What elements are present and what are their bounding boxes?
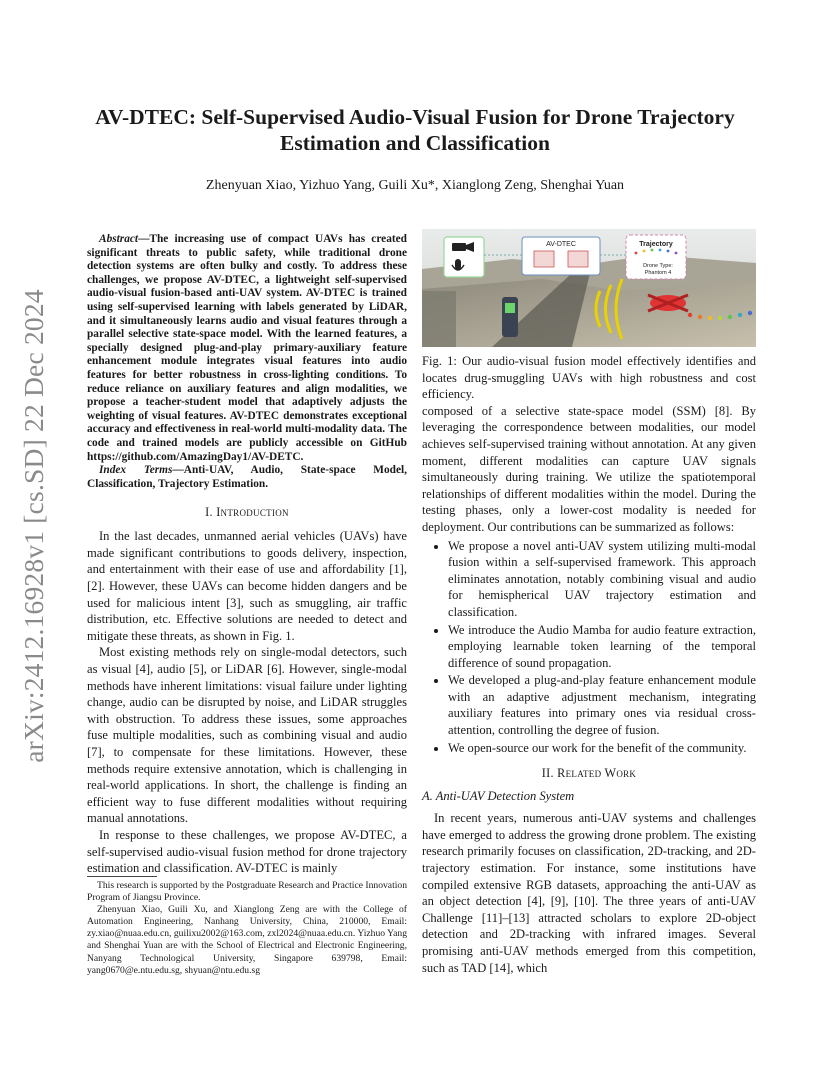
contributions-list: [422, 538, 756, 757]
footnote-funding: This research is supported by the Postgraduate Research and Practice Innovation Program of Jiangsu Province.: [87, 880, 407, 904]
svg-text:Trajectory: Trajectory: [639, 241, 673, 248]
camera-icon: [452, 242, 474, 252]
svg-text:Phantom 4: Phantom 4: [644, 270, 672, 276]
svg-text:AV-DTEC: AV-DTEC: [546, 241, 576, 248]
footnote: [87, 880, 407, 977]
left-column: [87, 233, 407, 877]
author-list: Zhenyuan Xiao, Yizhuo Yang, Guili Xu*, Xianglong Zeng, Shenghai Yuan: [205, 178, 625, 193]
figure-1-caption: Fig. 1: Our audio-visual fusion model effectively identifies and locates drug-smuggling UAVs with high robustness and cost efficiency.: [422, 354, 756, 402]
svg-text:Drone Type:: Drone Type:: [643, 263, 673, 269]
list-item: • We propose a novel anti-UAV system utilizing multi-modal fusion within a self-supervised framework. This approach eliminates annotation, notably combining visual and audio for hemispherical UAV trajectory estimation and classification.: [448, 538, 756, 621]
contributions-intro: composed of a selective state-space model (SSM) [8]. By leveraging the correspondence between modalities, our model achieves self-supervised training without annotation. At any given moment, different modalities can capture UAV signals simultaneously during training. We utilize the spatiotemporal relationships of different modalities within the model. During the testing phases, only a lower-cost modality is needed for deployment. Our contributions can be summarized as follows:: [422, 403, 756, 534]
section-heading-related-work: II. Related Work: [541, 766, 637, 781]
index-terms: Index Terms—Anti-UAV, Audio, State-space Model, Classification, Trajectory Estimation.: [87, 464, 407, 490]
intro-paragraph-1: In the last decades, unmanned aerial vehicles (UAVs) have made significant contributions to goods delivery, inspection, and entertainment with their ease of use and affordability [1], [2]. However, these UAVs can become hidden dangers and be used for malicious intent [3], such as smuggling, air traffic distribution, etc. Effective solutions are needed to detect and mitigate these threats, as shown in Fig. 1.: [87, 529, 407, 643]
figure-1: [422, 229, 756, 347]
intro-paragraph-3: In response to these challenges, we propose AV-DTEC, a self-supervised audio-visual fusion method for drone trajectory estimation and classification. AV-DTEC is mainly: [87, 827, 407, 876]
figure-1-illustration: [422, 229, 756, 347]
list-item: • We open-source our work for the benefit of the community.: [448, 740, 756, 757]
related-paragraph-1: In recent years, numerous anti-UAV systems and challenges have emerged to address the growing drone problem. The existing research primarily focuses on classification, 2D-tracking, and 2D-trajectory estimation. For instance, some institutions have compiled extensive RGB datasets, approaching the anti-UAV as an object detection [4], [9], [10]. The three years of anti-UAV Challenge [11]–[13] attracted scholars to explore 2D-object detection and 2D-tracking with infrared images. Several promising anti-UAV methods emerged from this competition, such as TAD [14], which: [422, 811, 756, 975]
intro-paragraph-2: Most existing methods rely on single-modal detectors, such as visual [4], audio [5], or LiDAR [6]. However, single-modal methods have inherent limitations: visual failure under lighting change, audio can be disrupted by noise, and LiDAR struggles with obstruction. To address these issues, some approaches fuse multiple modalities, such as combining visual and audio [7], to compensate for these limitations. However, these methods require extensive annotation, which is challenging in real-world applications. In short, the challenge is finding an efficient way to fuse different modalities without requiring manual annotations.: [87, 645, 407, 826]
list-item: • We introduce the Audio Mamba for audio feature extraction, employing learnable token learning of the temporal difference of sound propagation.: [448, 622, 756, 672]
list-item: • We developed a plug-and-play feature enhancement module with an adaptive adjustment mechanism, integrating auxiliary features into primary ones via residual cross-attention, controlling the degree of fusion.: [448, 672, 756, 738]
paper-title: AV-DTEC: Self-Supervised Audio-Visual Fusion for Drone Trajectory Estimation and Classification: [95, 105, 735, 155]
drone-icon: [648, 295, 688, 311]
right-column: [422, 229, 756, 976]
abstract: Abstract—The increasing use of compact UAVs has created significant threats to public safety, while traditional drone detection systems are often bulky and costly. To address these challenges, we propose AV-DTEC, a lightweight self-supervised audio-visual fusion-based anti-UAV system. AV-DTEC is trained using self-supervised learning with labels generated by LiDAR, and it simultaneously learns audio and visual features through a parallel selective state-space model. With the learned features, a specially designed plug-and-play primary-auxiliary feature enhancement module integrates visual features into audio features for better robustness in cross-lighting conditions. To reduce reliance on auxiliary features and align modalities, we propose a teacher-student model that adaptively adjusts the weighting of visual features. AV-DTEC demonstrates exceptional accuracy and effectiveness in real-world multi-modality data. The code and trained models are publicly accessible on GitHub https://github.com/AmazingDay1/AV-DETC.: [87, 233, 407, 463]
footnote-rule: [87, 876, 157, 877]
arxiv-stamp: arXiv:2412.16928v1 [cs.SD] 22 Dec 2024: [18, 289, 49, 763]
section-heading-introduction: I. Introduction: [205, 505, 289, 520]
subsection-heading-anti-uav: A. Anti-UAV Detection System: [422, 789, 575, 804]
footnote-affiliations: Zhenyuan Xiao, Guili Xu, and Xianglong Zeng are with the College of Automation Engineering, Nanhang University, China, 210000, Email: zy.xiao@nuaa.edu.cn, guilixu2002@163.com, zxl2024@nuaa.edu.cn. Yizhuo Yang and Shenghai Yuan are with the School of Electrical and Electronic Engineering, Nanyang Technological University, Singapore 639798, Email: yang0670@e.ntu.edu.sg, shyuan@ntu.edu.sg: [87, 904, 407, 976]
